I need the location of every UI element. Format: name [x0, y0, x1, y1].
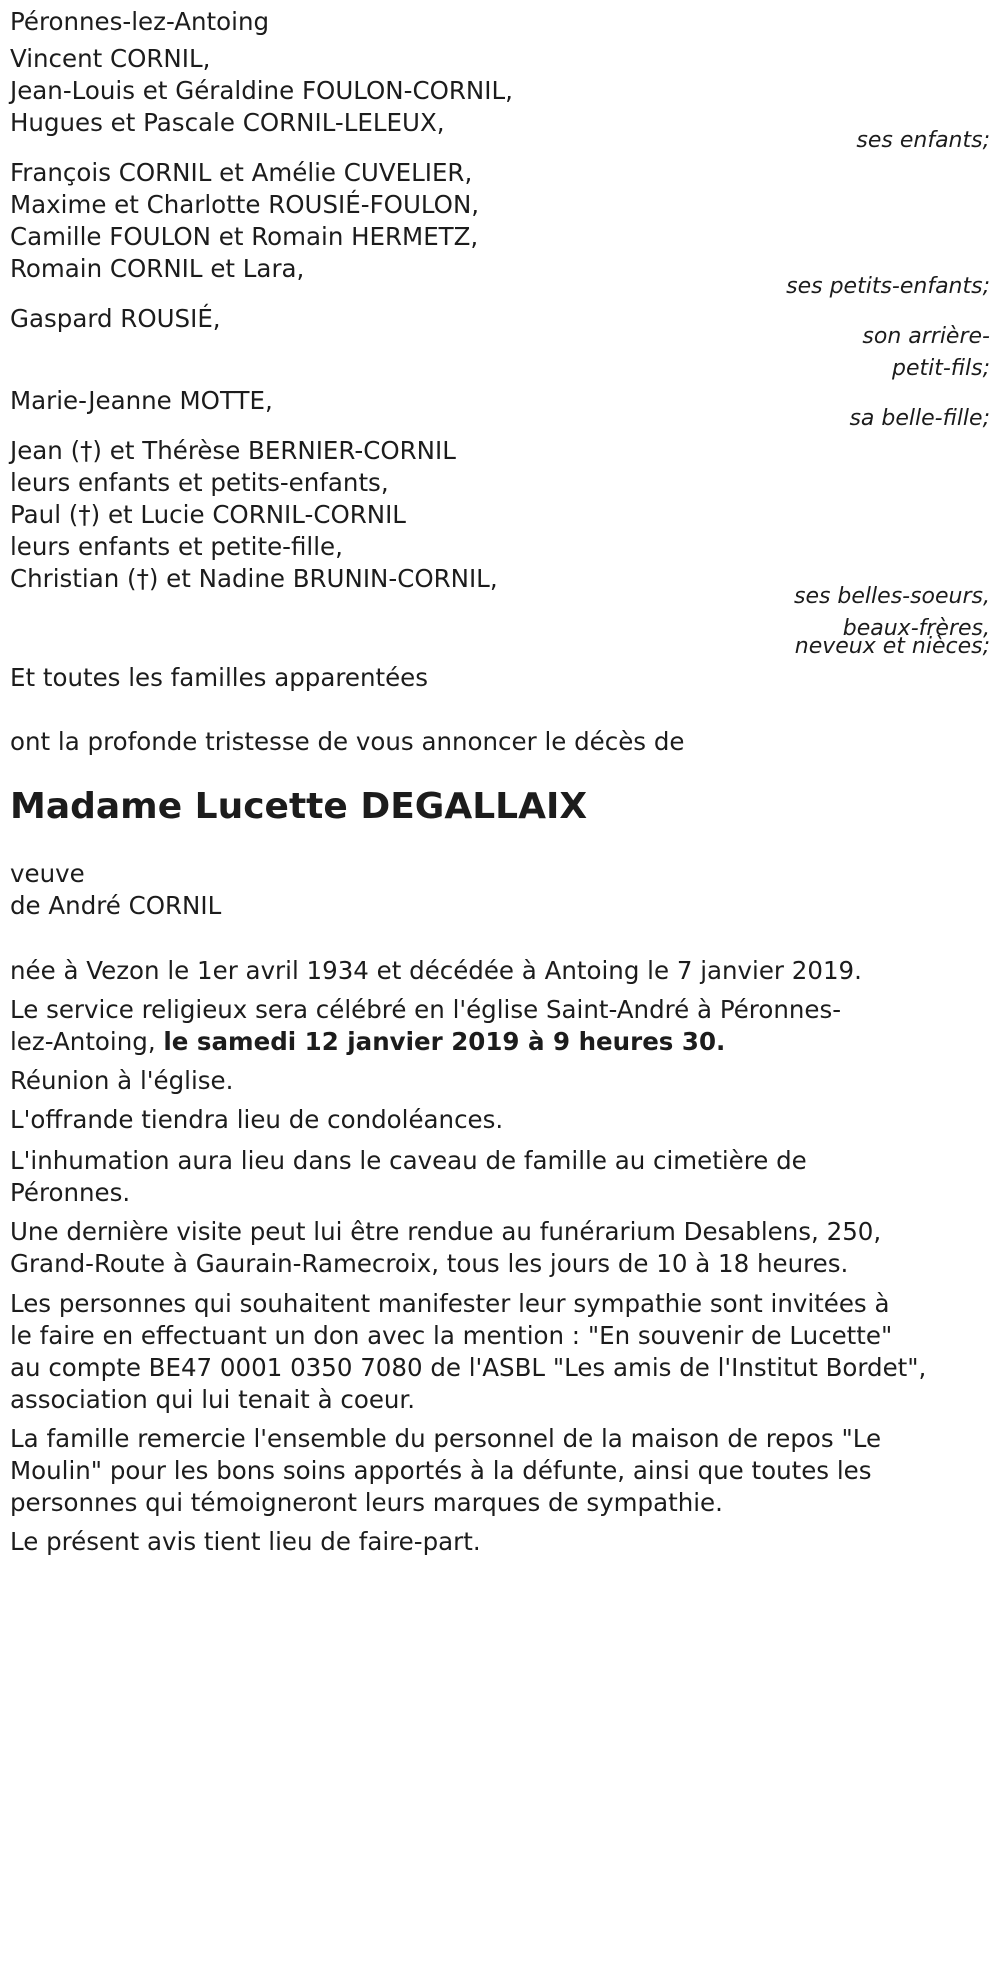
thanks-line: personnes qui témoigneront leurs marques de sympathie. [10, 1488, 723, 1517]
relation-in-laws: neveux et nièces; [794, 634, 990, 659]
deceased-name: Madame Lucette DEGALLAIX [10, 786, 588, 827]
visit-line: Grand-Route à Gaurain-Ramecroix, tous les jours de 10 à 18 heures. [10, 1249, 849, 1278]
donation-line: au compte BE47 0001 0350 7080 de l'ASBL "Les amis de l'Institut Bordet", [10, 1353, 927, 1382]
service-date: le samedi 12 janvier 2019 à 9 heures 30. [163, 1027, 726, 1056]
closing: Le présent avis tient lieu de faire-part. [10, 1527, 481, 1556]
widow-line: veuve [10, 859, 85, 888]
meeting: Réunion à l'église. [10, 1066, 234, 1095]
family-member: Hugues et Pascale CORNIL-LELEUX, [10, 108, 445, 137]
family-member: leurs enfants et petite-fille, [10, 532, 343, 561]
donation-line: association qui lui tenait à coeur. [10, 1385, 416, 1414]
relation-grandchildren: ses petits-enfants; [786, 274, 990, 299]
family-member: Gaspard ROUSIÉ, [10, 304, 221, 333]
thanks-line: Moulin" pour les bons soins apportés à la défunte, ainsi que toutes les [10, 1456, 872, 1485]
offering: L'offrande tiendra lieu de condoléances. [10, 1105, 504, 1134]
service-line: Le service religieux sera célébré en l'église Saint-André à Péronnes- [10, 995, 842, 1024]
family-member: Jean-Louis et Géraldine FOULON-CORNIL, [10, 76, 513, 105]
family-member: leurs enfants et petits-enfants, [10, 468, 389, 497]
relation-daughter-in-law: sa belle-fille; [849, 406, 990, 431]
family-member: Christian (†) et Nadine BRUNIN-CORNIL, [10, 564, 498, 593]
family-member: Jean (†) et Thérèse BERNIER-CORNIL [10, 436, 456, 465]
announcement: ont la profonde tristesse de vous annoncer le décès de [10, 727, 685, 756]
family-member: Camille FOULON et Romain HERMETZ, [10, 222, 479, 251]
family-member: Vincent CORNIL, [10, 44, 211, 73]
family-member: Marie-Jeanne MOTTE, [10, 386, 273, 415]
all-families: Et toutes les familles apparentées [10, 663, 428, 692]
thanks-line: La famille remercie l'ensemble du personnel de la maison de repos "Le [10, 1424, 882, 1453]
service-line [10, 1026, 725, 1058]
donation-line: le faire en effectuant un don avec la mention : "En souvenir de Lucette" [10, 1321, 893, 1350]
family-member: Romain CORNIL et Lara, [10, 254, 305, 283]
widow-line: de André CORNIL [10, 891, 222, 920]
location: Péronnes-lez-Antoing [10, 7, 270, 36]
relation-great-grandson: petit-fils; [891, 356, 990, 381]
service-text: lez-Antoing, [10, 1027, 164, 1056]
family-member: Maxime et Charlotte ROUSIÉ-FOULON, [10, 190, 480, 219]
relation-in-laws: beaux-frères, [842, 616, 990, 641]
visit-line: Une dernière visite peut lui être rendue au funérarium Desablens, 250, [10, 1217, 882, 1246]
birth-death: née à Vezon le 1er avril 1934 et décédée à Antoing le 7 janvier 2019. [10, 956, 862, 985]
relation-in-laws: ses belles-soeurs, [793, 584, 990, 609]
donation-line: Les personnes qui souhaitent manifester leur sympathie sont invitées à [10, 1289, 890, 1318]
relation-children: ses enfants; [856, 128, 990, 153]
burial-line: Péronnes. [10, 1178, 131, 1207]
relation-great-grandson: son arrière- [862, 324, 990, 349]
family-member: Paul (†) et Lucie CORNIL-CORNIL [10, 500, 406, 529]
family-member: François CORNIL et Amélie CUVELIER, [10, 158, 473, 187]
burial-line: L'inhumation aura lieu dans le caveau de famille au cimetière de [10, 1146, 807, 1175]
